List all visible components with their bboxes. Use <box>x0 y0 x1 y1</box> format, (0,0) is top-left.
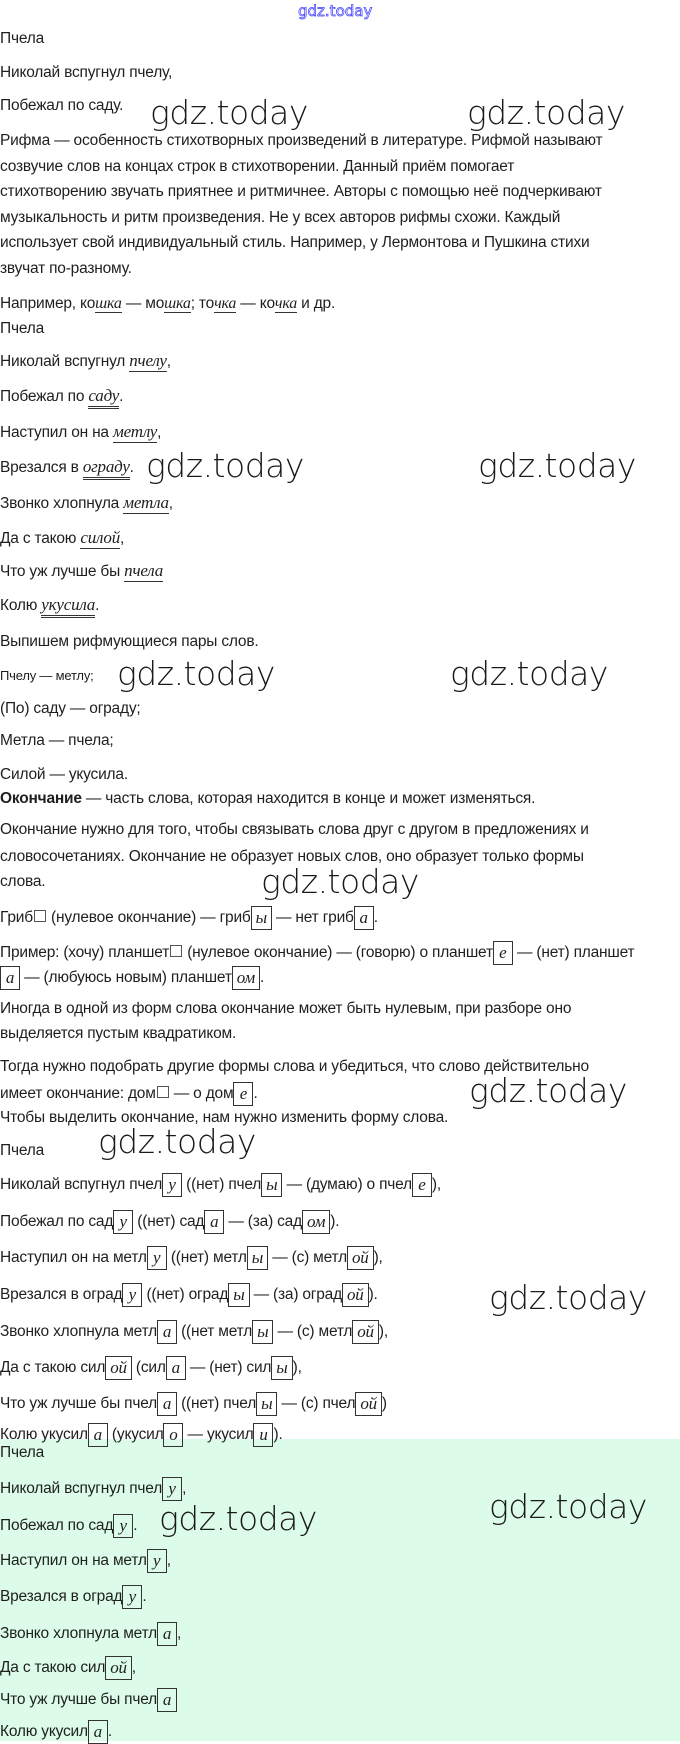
text: , <box>157 424 162 441</box>
ending-box: у <box>147 1549 167 1573</box>
underlined-word: силой <box>80 528 121 547</box>
zero-ending-box <box>34 910 46 922</box>
ending-box: е <box>412 1173 432 1197</box>
text-line <box>0 294 335 314</box>
text: — (с) метл <box>268 1249 347 1267</box>
double-underlined-word: укусила <box>41 595 95 618</box>
text: Колю укусил <box>0 1426 88 1444</box>
text-line <box>0 157 514 177</box>
ending-box: ы <box>271 1356 292 1380</box>
ending-box: ы <box>252 1320 273 1344</box>
text-line <box>0 233 589 253</box>
text-line <box>0 29 44 49</box>
watermark: gdz.today <box>478 446 636 485</box>
text: Что уж лучше бы пчел <box>0 1395 157 1413</box>
text: Например, ко <box>0 295 96 312</box>
text: Николай вспугнул пчелу, <box>0 64 173 81</box>
text: Врезался в оград <box>0 1286 123 1304</box>
text: . <box>142 1588 147 1606</box>
text: Пчела <box>0 30 44 47</box>
text: Побежал по саду. <box>0 97 124 114</box>
text: Чтобы выделить окончание, нам нужно изменить форму слова. <box>0 1109 449 1126</box>
text: Колю <box>0 597 42 614</box>
text: — нет гриб <box>271 909 354 927</box>
text: Что уж лучше бы пчел <box>0 1691 157 1709</box>
text-line <box>0 941 634 965</box>
text: созвучие слов на концах строк в стихотворении. Данный приём помогает <box>0 158 515 175</box>
text-line <box>0 528 124 549</box>
text: — (думаю) о пчел <box>282 1176 412 1194</box>
text-line <box>0 699 140 719</box>
text-line <box>0 1024 236 1044</box>
text-line <box>0 182 602 202</box>
text-line <box>0 999 571 1019</box>
text-line <box>0 765 128 785</box>
text-line <box>0 1246 383 1270</box>
text-line <box>0 1514 137 1538</box>
text: Наступил он на метл <box>0 1249 147 1267</box>
ending-box: а <box>157 1622 177 1646</box>
watermark: gdz.today <box>98 1122 256 1161</box>
text-line <box>0 1443 44 1463</box>
ending-box: а <box>354 906 374 930</box>
text-line <box>0 1082 258 1106</box>
text-line <box>0 1477 186 1501</box>
site-watermark-top[interactable]: gdz.today <box>298 2 373 20</box>
watermark: gdz.today <box>489 1487 647 1526</box>
text-line <box>0 666 94 686</box>
text: — ко <box>236 295 275 312</box>
text-line <box>0 319 44 339</box>
text: Силой — укусила. <box>0 766 128 783</box>
text-line <box>0 1622 181 1646</box>
ending-box: ой <box>347 1246 374 1270</box>
rhyme-part: чка <box>274 295 298 312</box>
text: и др. <box>297 295 336 312</box>
text-line <box>0 1173 441 1197</box>
watermark: gdz.today <box>261 862 419 901</box>
ending-box: а <box>166 1356 186 1380</box>
text: , <box>131 1659 136 1677</box>
text: (По) саду — ограду; <box>0 700 141 717</box>
text: Окончание нужно для того, чтобы связывать слова друг с другом в предложениях и <box>0 821 589 838</box>
text: ), <box>292 1359 302 1377</box>
text: Пчела <box>0 320 44 337</box>
text: . <box>133 1517 138 1535</box>
text: Да с такою сил <box>0 1359 106 1377</box>
text: ((нет) пчел <box>182 1176 262 1194</box>
text: — (нет) планшет <box>512 944 635 962</box>
text: , <box>182 1480 187 1498</box>
text-line <box>0 632 258 652</box>
underlined-word: метлу <box>112 422 158 441</box>
text: Врезался в оград <box>0 1588 123 1606</box>
text: Побежал по <box>0 388 89 405</box>
text-line <box>0 1656 136 1680</box>
ending-box: ом <box>232 966 260 990</box>
double-underlined-word: саду <box>88 386 119 409</box>
ending-box: ы <box>251 906 272 930</box>
double-underlined-word: ограду <box>83 457 130 480</box>
text: ), <box>431 1176 441 1194</box>
text: Да с такою сил <box>0 1659 106 1677</box>
text: звучат по-разному. <box>0 260 132 277</box>
underlined-word: пчела <box>124 561 163 580</box>
text-line <box>0 1720 112 1744</box>
text: ). <box>368 1286 378 1304</box>
text: имеет окончание: дом <box>0 1085 156 1103</box>
watermark: gdz.today <box>489 1278 647 1317</box>
text: Тогда нужно подобрать другие формы слова и убедиться, что слово действительно <box>0 1058 589 1075</box>
text-line <box>0 1283 378 1307</box>
text: . <box>129 459 134 476</box>
watermark: gdz.today <box>450 654 608 693</box>
text-line <box>0 422 161 443</box>
text: Что уж лучше бы <box>0 563 125 580</box>
text-line <box>0 1210 339 1234</box>
text: выделяется пустым квадратиком. <box>0 1025 237 1042</box>
ending-box: у <box>162 1477 182 1501</box>
ending-box: а <box>157 1320 177 1344</box>
text: ((нет) пчел <box>176 1395 257 1413</box>
ending-box: ой <box>352 1320 379 1344</box>
text: (нулевое окончание) — (говорю) о планшет <box>183 944 493 962</box>
ending-box: ы <box>256 1392 277 1416</box>
ending-box: у <box>113 1210 133 1234</box>
text: ((нет) сад <box>133 1213 205 1231</box>
zero-ending-box <box>157 1086 169 1098</box>
watermark: gdz.today <box>467 93 625 132</box>
text-line <box>0 595 99 616</box>
text: — (с) пчел <box>277 1395 356 1413</box>
text: ((нет) метл <box>166 1249 247 1267</box>
text: ), <box>373 1249 383 1267</box>
text: Звонко хлопнула <box>0 495 124 512</box>
text-line <box>0 1392 387 1416</box>
ending-box: у <box>122 1585 142 1609</box>
text: ). <box>273 1426 283 1444</box>
ending-box: ой <box>105 1356 132 1380</box>
text: — (за) оград <box>249 1286 342 1304</box>
text-line <box>0 259 132 279</box>
text: ((нет метл <box>176 1323 253 1341</box>
text: — мо <box>121 295 165 312</box>
text: Наступил он на <box>0 424 113 441</box>
text: Врезался в <box>0 459 83 476</box>
text: — укусил <box>183 1426 254 1444</box>
text: Наступил он на метл <box>0 1552 147 1570</box>
text: Иногда в одной из форм слова окончание может быть нулевым, при разборе оно <box>0 1000 572 1017</box>
ending-box: у <box>122 1283 142 1307</box>
text-line <box>0 1585 146 1609</box>
text: . <box>260 969 265 987</box>
text-line <box>0 1320 388 1344</box>
text: , <box>120 530 125 547</box>
text: Николай вспугнул пчел <box>0 1176 163 1194</box>
ending-box: а <box>157 1688 177 1712</box>
text: , <box>166 1552 171 1570</box>
ending-box: а <box>0 966 20 990</box>
text: . <box>95 597 100 614</box>
text: — (с) метл <box>273 1323 353 1341</box>
text: — часть слова, которая находится в конце и может изменяться. <box>81 790 536 807</box>
text: использует свой индивидуальный стиль. Например, у Лермонтова и Пушкина стихи <box>0 234 590 251</box>
rhyme-part: шка <box>95 295 122 312</box>
text-line <box>0 96 123 116</box>
text: ), <box>378 1323 388 1341</box>
text-line <box>0 731 113 751</box>
text-line <box>0 561 163 582</box>
ending-box: е <box>233 1082 253 1106</box>
ending-box: ы <box>247 1246 268 1270</box>
text-line <box>0 1141 44 1161</box>
ending-box: ом <box>302 1210 330 1234</box>
ending-box: а <box>157 1392 177 1416</box>
text: ((нет) оград <box>142 1286 229 1304</box>
text: Николай вспугнул <box>0 353 130 370</box>
text: слова. <box>0 873 46 890</box>
text: Метла — пчела; <box>0 732 114 749</box>
text: , <box>166 353 171 370</box>
ending-box: ы <box>228 1283 249 1307</box>
watermark: gdz.today <box>150 93 308 132</box>
ending-box: ой <box>342 1283 369 1307</box>
watermark: gdz.today <box>469 1071 627 1110</box>
text: Пчела <box>0 1444 44 1461</box>
text: — (нет) сил <box>185 1359 272 1377</box>
term-bold: Окончание <box>0 790 82 807</box>
text: . <box>253 1085 258 1103</box>
watermark: gdz.today <box>159 1499 317 1538</box>
ending-box: и <box>253 1423 273 1447</box>
underlined-word: метла <box>123 493 169 512</box>
text: (укусил <box>107 1426 164 1444</box>
text: — о дом <box>169 1085 234 1103</box>
watermark: gdz.today <box>117 654 275 693</box>
text: — (любуюсь новым) планшет <box>20 969 232 987</box>
text: Побежал по сад <box>0 1213 114 1231</box>
text: Пример: (хочу) планшет <box>0 944 170 962</box>
text: (нулевое окончание) — гриб <box>46 909 251 927</box>
text: ) <box>381 1395 387 1413</box>
text: музыкальность и ритм произведения. Не у всех авторов рифмы схожи. Каждый <box>0 209 561 226</box>
text: . <box>373 909 378 927</box>
text-line <box>0 131 602 151</box>
rhyme-part: шка <box>164 295 191 312</box>
text-line <box>0 872 45 892</box>
underlined-word: пчелу <box>129 351 167 370</box>
text-line <box>0 1688 177 1712</box>
zero-ending-box <box>170 945 182 957</box>
ending-box: у <box>113 1514 133 1538</box>
text: ). <box>330 1213 340 1231</box>
text: Да с такою <box>0 530 81 547</box>
ending-box: ы <box>261 1173 282 1197</box>
text-line <box>0 493 173 514</box>
text-line <box>0 1356 302 1380</box>
text: Колю укусил <box>0 1723 88 1741</box>
text: , <box>176 1625 182 1643</box>
watermark: gdz.today <box>146 446 304 485</box>
text: . <box>107 1723 112 1741</box>
text: стихотворению звучать приятнее и ритмичнее. Авторы с помощью неё подчеркивают <box>0 183 602 200</box>
text: Рифма — особенность стихотворных произведений в литературе. Рифмой называют <box>0 132 603 149</box>
ending-box: у <box>147 1246 167 1270</box>
text: Звонко хлопнула метл <box>0 1625 157 1643</box>
text: , <box>168 495 173 512</box>
text: Пчелу — метлу; <box>0 668 94 683</box>
text: Звонко хлопнула метл <box>0 1323 157 1341</box>
text: (сил <box>131 1359 166 1377</box>
text: . <box>119 388 124 405</box>
text-line <box>0 386 123 407</box>
text-line <box>0 789 535 809</box>
ending-box: ой <box>105 1656 132 1680</box>
text-line <box>0 820 589 840</box>
ending-box: а <box>88 1423 108 1447</box>
text-line <box>0 906 378 930</box>
text-line <box>0 208 560 228</box>
text: Побежал по сад <box>0 1517 114 1535</box>
ending-box: у <box>162 1173 182 1197</box>
ending-box: а <box>88 1720 108 1744</box>
ending-box: а <box>204 1210 224 1234</box>
text: словосочетаниях. Окончание не образует новых слов, оно образует только формы <box>0 848 584 865</box>
rhyme-part: чка <box>214 295 237 312</box>
ending-box: е <box>493 941 513 965</box>
text-line <box>0 966 264 990</box>
text-line <box>0 351 171 372</box>
text: ; то <box>190 295 215 312</box>
text-line <box>0 1549 171 1573</box>
text-line <box>0 63 172 83</box>
text: Гриб <box>0 909 33 927</box>
text: Пчела <box>0 1142 44 1159</box>
text: Выпишем рифмующиеся пары слов. <box>0 633 259 650</box>
text: — (за) сад <box>224 1213 302 1231</box>
ending-box: ой <box>355 1392 382 1416</box>
ending-box: о <box>163 1423 183 1447</box>
text: Николай вспугнул пчел <box>0 1480 163 1498</box>
text-line <box>0 457 134 478</box>
